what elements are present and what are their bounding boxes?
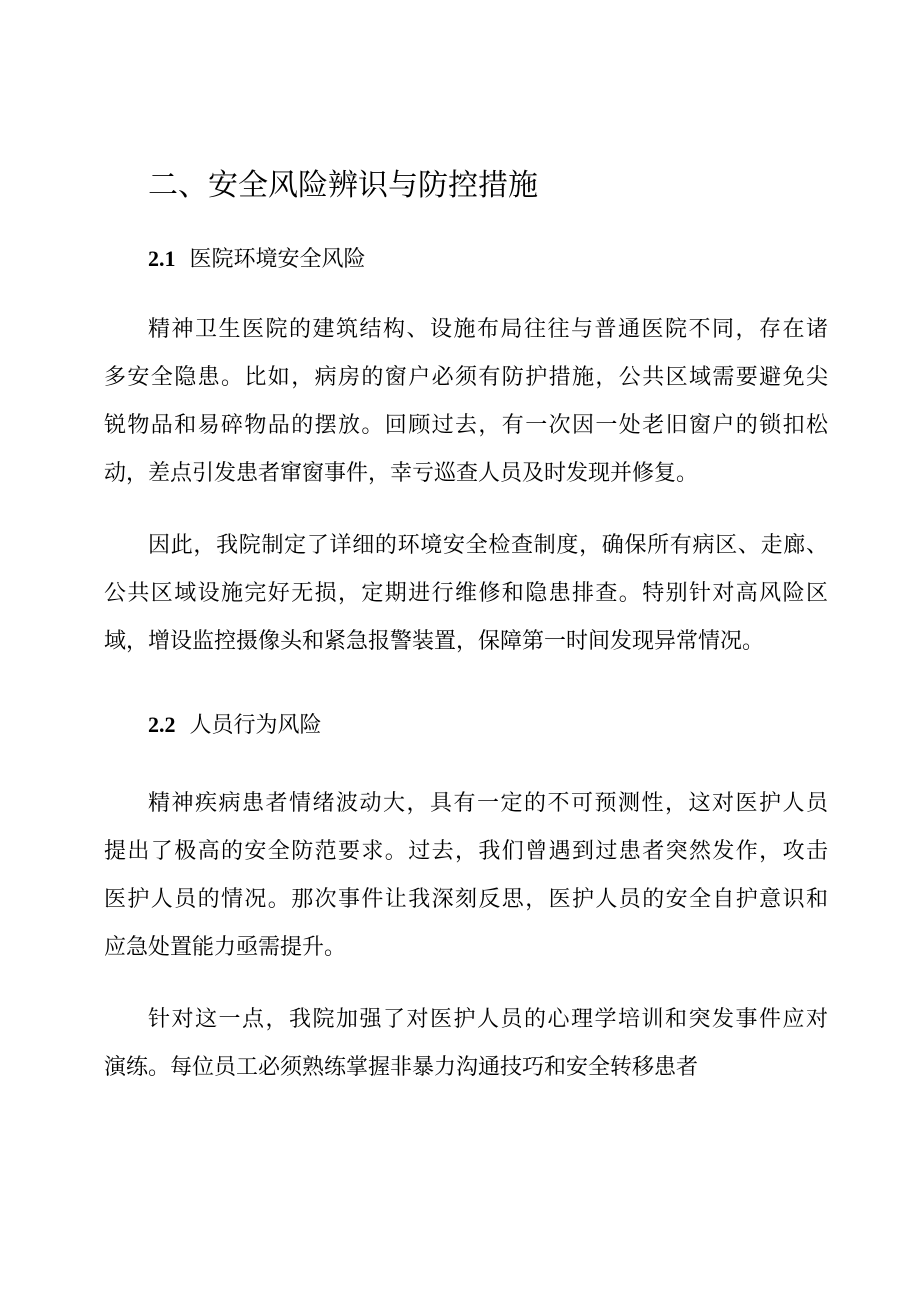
- paragraph-line: 公共区域设施完好无损，定期进行维修和隐患排查。特别针对高风险区: [104, 581, 828, 606]
- paragraph-personnel-risk: [104, 780, 828, 972]
- subheading-number: 2.2: [148, 712, 176, 737]
- paragraph-line: 演练。每位员工必须熟练掌握非暴力沟通技巧和安全转移患者: [104, 1055, 699, 1080]
- subheading-2-1: [148, 244, 366, 275]
- paragraph-personnel-measures: [104, 996, 828, 1092]
- paragraph-environment-measures: [104, 522, 828, 666]
- paragraph-line: 因此，我院制定了详细的环境安全检查制度，确保所有病区、走廊、: [148, 533, 828, 558]
- paragraph-line: 提出了极高的安全防范要求。过去，我们曾遇到过患者突然发作，攻击: [104, 839, 828, 864]
- subheading-text: 医院环境安全风险: [189, 247, 366, 272]
- section-title: 二、安全风险辨识与防控措施: [148, 168, 538, 203]
- paragraph-line: 域，增设监控摄像头和紧急报警装置，保障第一时间发现异常情况。: [104, 629, 765, 654]
- paragraph-line: 应急处置能力亟需提升。: [104, 935, 347, 960]
- paragraph-line: 医护人员的情况。那次事件让我深刻反思，医护人员的安全自护意识和: [104, 887, 828, 912]
- subheading-number: 2.1: [148, 246, 176, 271]
- paragraph-line: 针对这一点，我院加强了对医护人员的心理学培训和突发事件应对: [148, 1007, 828, 1032]
- paragraph-line: 动，差点引发患者窜窗事件，幸亏巡查人员及时发现并修复。: [104, 461, 699, 486]
- paragraph-environment-risk: [104, 306, 828, 498]
- subheading-text: 人员行为风险: [189, 713, 322, 738]
- paragraph-line: 锐物品和易碎物品的摆放。回顾过去，有一次因一处老旧窗户的锁扣松: [104, 413, 828, 438]
- paragraph-line: 多安全隐患。比如，病房的窗户必须有防护措施，公共区域需要避免尖: [104, 365, 828, 390]
- subheading-2-2: [148, 710, 322, 741]
- paragraph-line: 精神疾病患者情绪波动大，具有一定的不可预测性，这对医护人员: [148, 791, 828, 816]
- paragraph-line: 精神卫生医院的建筑结构、设施布局往往与普通医院不同，存在诸: [148, 317, 828, 342]
